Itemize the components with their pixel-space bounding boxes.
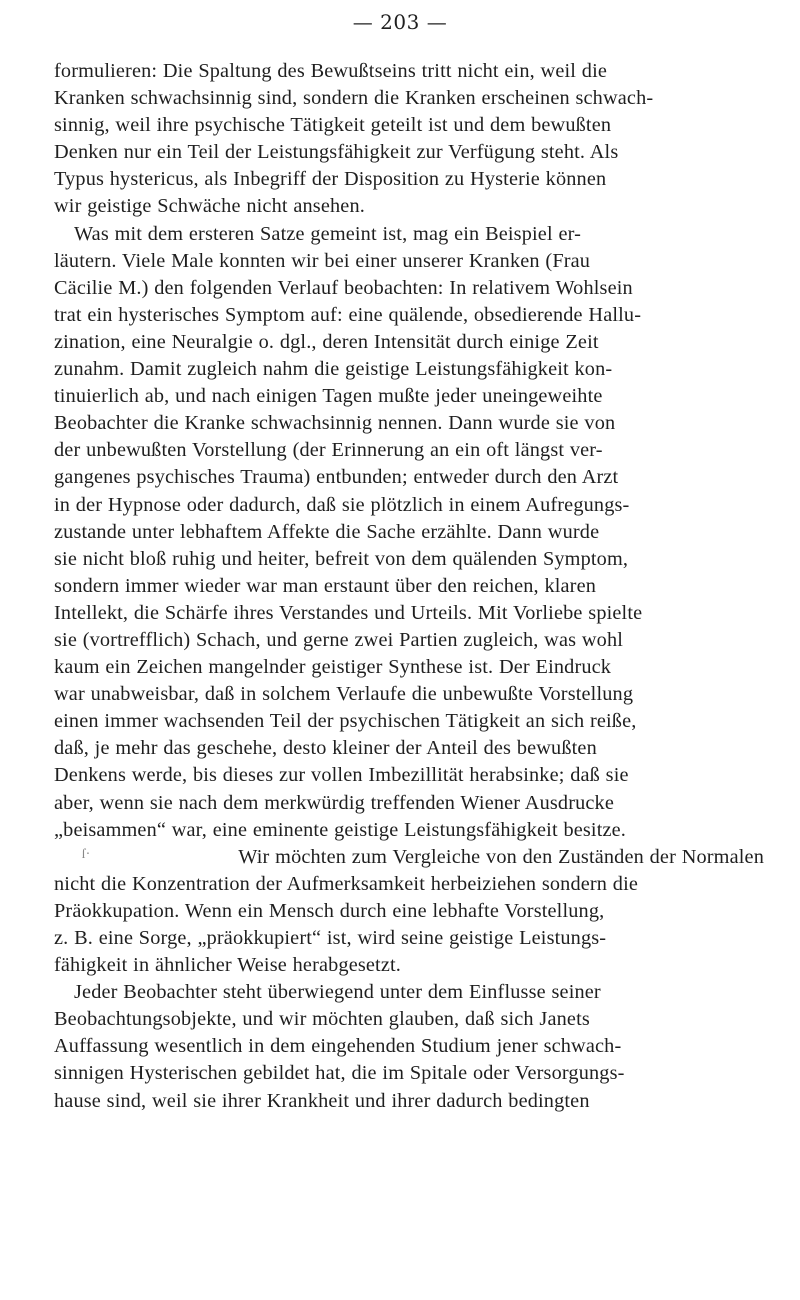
text-line: daß, je mehr das geschehe, desto kleiner der Anteil des bewußten [54, 737, 597, 760]
paragraph-first-line [54, 844, 764, 871]
text-line: sie (vortrefflich) Schach, und gerne zwei Partien zugleich, was wohl [54, 628, 624, 651]
paragraph-first-line: Jeder Beobachter steht überwiegend unter dem Einflusse seiner [74, 981, 601, 1004]
text-line: nicht die Konzentration der Aufmerksamkeit herbeiziehen sondern die [54, 872, 639, 895]
paragraph-first-line: Was mit dem ersteren Satze gemeint ist, mag ein Beispiel er- [74, 222, 582, 245]
text-line: Cäcilie M.) den folgenden Verlauf beobachten: In relativem Wohlsein [54, 276, 633, 299]
text-line: sie nicht bloß ruhig und heiter, befreit von dem quälenden Symptom, [54, 547, 629, 570]
text-line: zunahm. Damit zugleich nahm die geistige Leistungsfähigkeit kon- [54, 358, 613, 381]
text-line: gangenes psychisches Trauma) entbunden; entweder durch den Arzt [54, 466, 619, 489]
text-line: hause sind, weil sie ihrer Krankheit und ihrer dadurch bedingten [54, 1089, 590, 1112]
page-number: 203 [380, 10, 420, 34]
body-text [54, 58, 764, 1115]
text-line: z. B. eine Sorge, „präokkupiert“ ist, wird seine geistige Leistungs- [54, 927, 607, 949]
text-line: Kranken schwachsinnig sind, sondern die Kranken erscheinen schwach- [54, 87, 654, 110]
header-right-dash: — [426, 10, 448, 34]
text-line: zustande unter lebhaftem Affekte die Sache erzählte. Dann wurde [54, 520, 600, 543]
page-header [0, 8, 800, 36]
text-line: Intellekt, die Schärfe ihres Verstandes und Urteils. Mit Vorliebe spielte [54, 601, 643, 624]
text-line: Beobachter die Kranke schwachsinnig nennen. Dann wurde sie von [54, 412, 616, 435]
text-line: trat ein hysterisches Symptom auf: eine quälende, obsedierende Hallu- [54, 303, 642, 326]
text-line: Präokkupation. Wenn ein Mensch durch eine lebhafte Vorstellung, [54, 899, 605, 922]
text-line: der unbewußten Vorstellung (der Erinnerung an ein oft längst ver- [54, 439, 603, 462]
text-line: sinnigen Hysterischen gebildet hat, die im Spitale oder Versorgungs- [54, 1062, 625, 1085]
text-line: kaum ein Zeichen mangelnder geistiger Synthese ist. Der Eindruck [54, 656, 612, 679]
text-line: aber, wenn sie nach dem merkwürdig treffenden Wiener Ausdrucke [54, 791, 615, 814]
text-line: läutern. Viele Male konnten wir bei einer unserer Kranken (Frau [54, 249, 591, 272]
text-line: war unabweisbar, daß in solchem Verlaufe die unbewußte Vorstellung [54, 683, 634, 706]
paragraph-text: Wir möchten zum Vergleiche von den Zuständen der Normalen [238, 845, 764, 868]
stray-print-mark: ſ· [81, 846, 91, 862]
text-line: fähigkeit in ähnlicher Weise herabgesetzt. [54, 954, 401, 977]
text-line: „beisammen“ war, eine eminente geistige Leistungsfähigkeit besitze. [54, 818, 627, 841]
text-line: tinuierlich ab, und nach einigen Tagen mußte jeder uneingeweihte [54, 385, 603, 408]
text-line: Denkens werde, bis dieses zur vollen Imbezillität herabsinke; daß sie [54, 764, 629, 787]
text-line: sondern immer wieder war man erstaunt über den reichen, klaren [54, 574, 597, 597]
text-line: Auffassung wesentlich in dem eingehenden Studium jener schwach- [54, 1035, 622, 1058]
text-line: in der Hypnose oder dadurch, daß sie plötzlich in einem Aufregungs- [54, 493, 630, 516]
text-line: Typus hystericus, als Inbegriff der Disposition zu Hysterie können [54, 168, 607, 191]
header-left-dash: — [352, 10, 374, 34]
text-line: Denken nur ein Teil der Leistungsfähigkeit zur Verfügung steht. Als [54, 141, 619, 164]
text-line: formulieren: Die Spaltung des Bewußtseins tritt nicht ein, weil die [54, 60, 608, 82]
text-line: einen immer wachsenden Teil der psychischen Tätigkeit an sich reiße, [54, 710, 637, 733]
text-line: sinnig, weil ihre psychische Tätigkeit geteilt ist und dem bewußten [54, 114, 612, 137]
text-line: zination, eine Neuralgie o. dgl., deren Intensität durch einige Zeit [54, 330, 599, 353]
text-line: Beobachtungsobjekte, und wir möchten glauben, daß sich Janets [54, 1008, 590, 1031]
text-line: wir geistige Schwäche nicht ansehen. [54, 195, 365, 218]
